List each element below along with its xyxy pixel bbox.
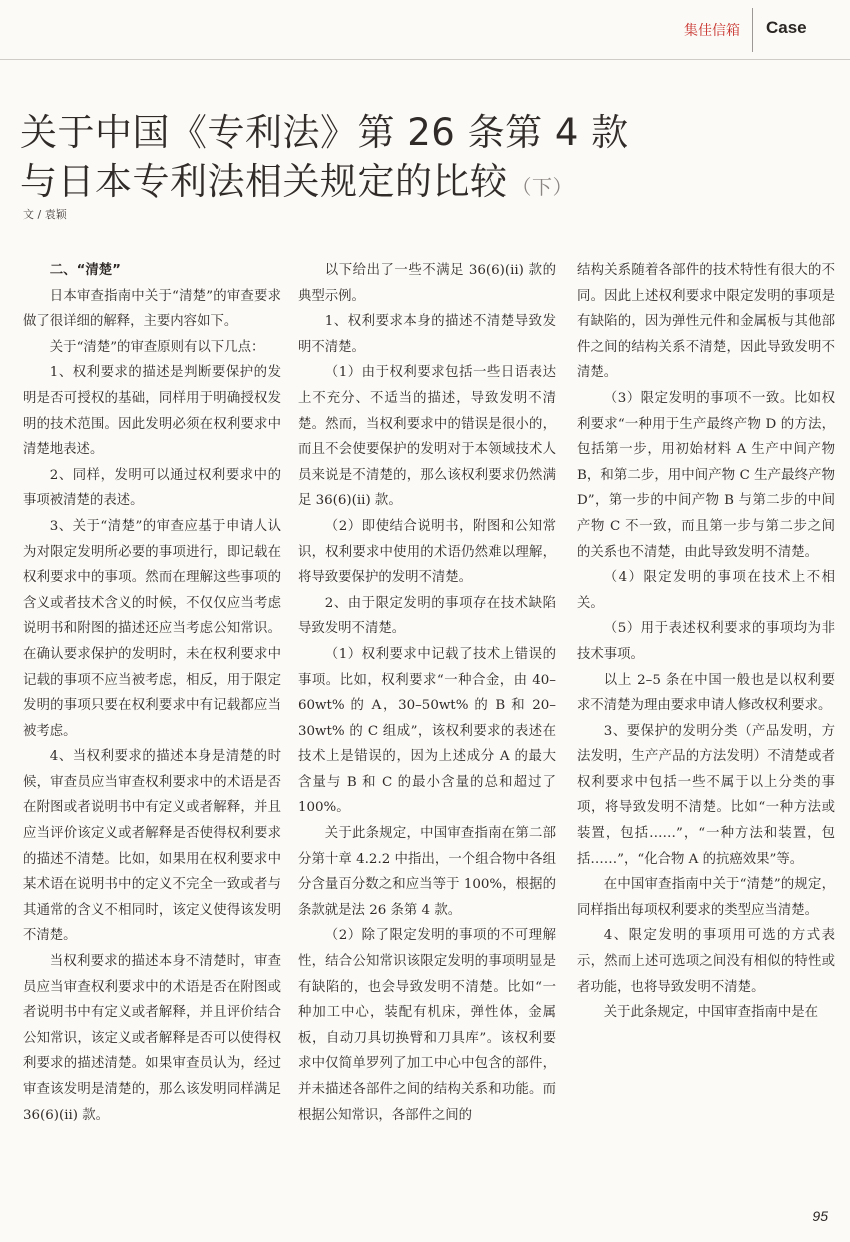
text-column-2 bbox=[298, 258, 556, 1128]
text-column-3 bbox=[577, 258, 835, 1026]
paragraph: 当权利要求的描述本身不清楚时，审查员应当审查权利要求中的术语是否在附图或者说明书中有定义或者解释，并且评价结合公知常识，该定义或者解释是否可以使得权利要求的描述清楚。如果审查员认为，经过审查该发明是清楚的，那么该发明同样满足 36(6)(ii) 款。 bbox=[23, 954, 281, 1123]
paragraph: 关于此条规定，中国审查指南在第二部分第十章 4.2.2 中指出，一个组合物中各组分含量百分数之和应当等于 100%，根据的条款就是法 26 条第 4 款。 bbox=[298, 826, 556, 918]
paragraph: （4）限定发明的事项在技术上不相关。 bbox=[577, 570, 835, 611]
title-line-2: 与日本专利法相关规定的比较 bbox=[20, 160, 508, 203]
paragraph: 3、要保护的发明分类（产品发明，方法发明，生产产品的方法发明）不清楚或者权利要求中包括一些不属于以上分类的事项，将导致发明不清楚。比如“一种方法或装置，包括……”，“一种方法和装置，包括……”，“化合物 A 的抗癌效果”等。 bbox=[577, 723, 835, 867]
paragraph: （1）权利要求中记载了技术上错误的事项。比如，权利要求“一种合金，由 40–60wt% 的 A，30–50wt% 的 B 和 20–30wt% 的 C 组成”，该权利要求的表述在技术上是错误的，因为上述成分 A 的最大含量与 B 和 C 的最小含量的总和超过了 100%。 bbox=[298, 646, 556, 816]
paragraph: （3）限定发明的事项不一致。比如权利要求“一种用于生产最终产物 D 的方法，包括第一步，用初始材料 A 生产中间产物 B，和第二步，用中间产物 C 生产最终产物 D”，第一步的中间产物 B 与第二步的中间产物 C 不一致，而且第一步与第二步之间的关系也不清楚，由此导致发明不清楚。 bbox=[577, 390, 835, 560]
header-rule bbox=[0, 59, 850, 60]
paragraph: 2、由于限定发明的事项存在技术缺陷导致发明不清楚。 bbox=[298, 595, 556, 637]
paragraph: （5）用于表述权利要求的事项均为非技术事项。 bbox=[577, 621, 835, 662]
paragraph: 4、限定发明的事项用可选的方式表示，然而上述可选项之间没有相似的特性或者功能，也将导致发明不清楚。 bbox=[577, 928, 835, 995]
section-tag: Case bbox=[766, 18, 807, 37]
header-divider bbox=[752, 8, 753, 52]
paragraph: 以下给出了一些不满足 36(6)(ii) 款的典型示例。 bbox=[298, 263, 556, 304]
paragraph: （2）即使结合说明书，附图和公知常识，权利要求中使用的术语仍然难以理解，将导致要保护的发明不清楚。 bbox=[298, 518, 556, 586]
paragraph: 关于此条规定，中国审查指南中是在 bbox=[603, 1005, 819, 1021]
paragraph: （2）除了限定发明的事项的不可理解性，结合公知常识该限定发明的事项明显是有缺陷的，也会导致发明不清楚。比如“一种加工中心，装配有机床，弹性体，金属板，自动刀具切换臂和刀具库”。该权利要求中仅简单罗列了加工中心中包含的部件，并未描述各部件之间的结构关系和功能。而根据公知常识，各部件之间的 bbox=[298, 928, 556, 1123]
text-column-1 bbox=[23, 258, 281, 1128]
paragraph: 1、权利要求本身的描述不清楚导致发明不清楚。 bbox=[298, 314, 556, 355]
section-name: 集佳信箱 bbox=[684, 23, 740, 39]
paragraph: 日本审查指南中关于“清楚”的审查要求做了很详细的解释，主要内容如下。 bbox=[23, 288, 281, 330]
paragraph: 2、同样，发明可以通过权利要求中的事项被清楚的表述。 bbox=[23, 467, 281, 509]
page-header bbox=[0, 0, 850, 60]
page-number: 95 bbox=[812, 1208, 828, 1224]
paragraph: 4、当权利要求的描述本身是清楚的时候，审查员应当审查权利要求中的术语是否在附图或者说明书中有定义或者解释，并且应当评价该定义或者解释是否使得权利要求的描述不清楚。比如，如果用在权利要求中某术语在说明书中的定义不完全一致或者与其通常的含义不相同时，该定义使得该发明不清楚。 bbox=[23, 749, 281, 944]
paragraph: 3、关于“清楚”的审查应基于申请人认为对限定发明所必要的事项进行，即记载在权利要求中的事项。然而在理解这些事项的含义或者技术含义的时候，不仅仅应当考虑说明书和附图的描述还应当考虑公知常识。在确认要求保护的发明时，未在权利要求中记载的事项不应当被考虑，相反，用于限定发明的事项只要在权利要求中有记载都应当被考虑。 bbox=[23, 518, 281, 739]
section-heading: 二、“清楚” bbox=[49, 263, 121, 278]
paragraph: 在中国审查指南中关于“清楚”的规定，同样指出每项权利要求的类型应当清楚。 bbox=[577, 877, 835, 918]
title-line-1: 关于中国《专利法》第 26 条第 4 款 bbox=[20, 111, 629, 154]
article-title bbox=[20, 108, 629, 212]
paragraph: 结构关系随着各部件的技术特性有很大的不同。因此上述权利要求中限定发明的事项是有缺陷的，因为弹性元件和金属板与其他部件之间的结构关系不清楚，因此导致发明不清楚。 bbox=[577, 263, 835, 381]
byline: 文 / 袁颖 bbox=[23, 208, 67, 221]
title-subtitle: （下） bbox=[511, 175, 573, 199]
paragraph: 1、权利要求的描述是判断要保护的发明是否可授权的基础，同样用于明确授权发明的技术范围。因此发明必须在权利要求中清楚地表述。 bbox=[23, 365, 281, 458]
paragraph: （1）由于权利要求包括一些日语表达上不充分、不适当的描述，导致发明不清楚。然而，当权利要求中的错误是很小的，而且不会使要保护的发明对于本领域技术人员来说是不清楚的，那么该权利要求仍然满足 36(6)(ii) 款。 bbox=[298, 365, 556, 509]
paragraph: 关于“清楚”的审查原则有以下几点： bbox=[49, 339, 265, 355]
paragraph: 以上 2–5 条在中国一般也是以权利要求不清楚为理由要求申请人修改权利要求。 bbox=[577, 672, 835, 714]
